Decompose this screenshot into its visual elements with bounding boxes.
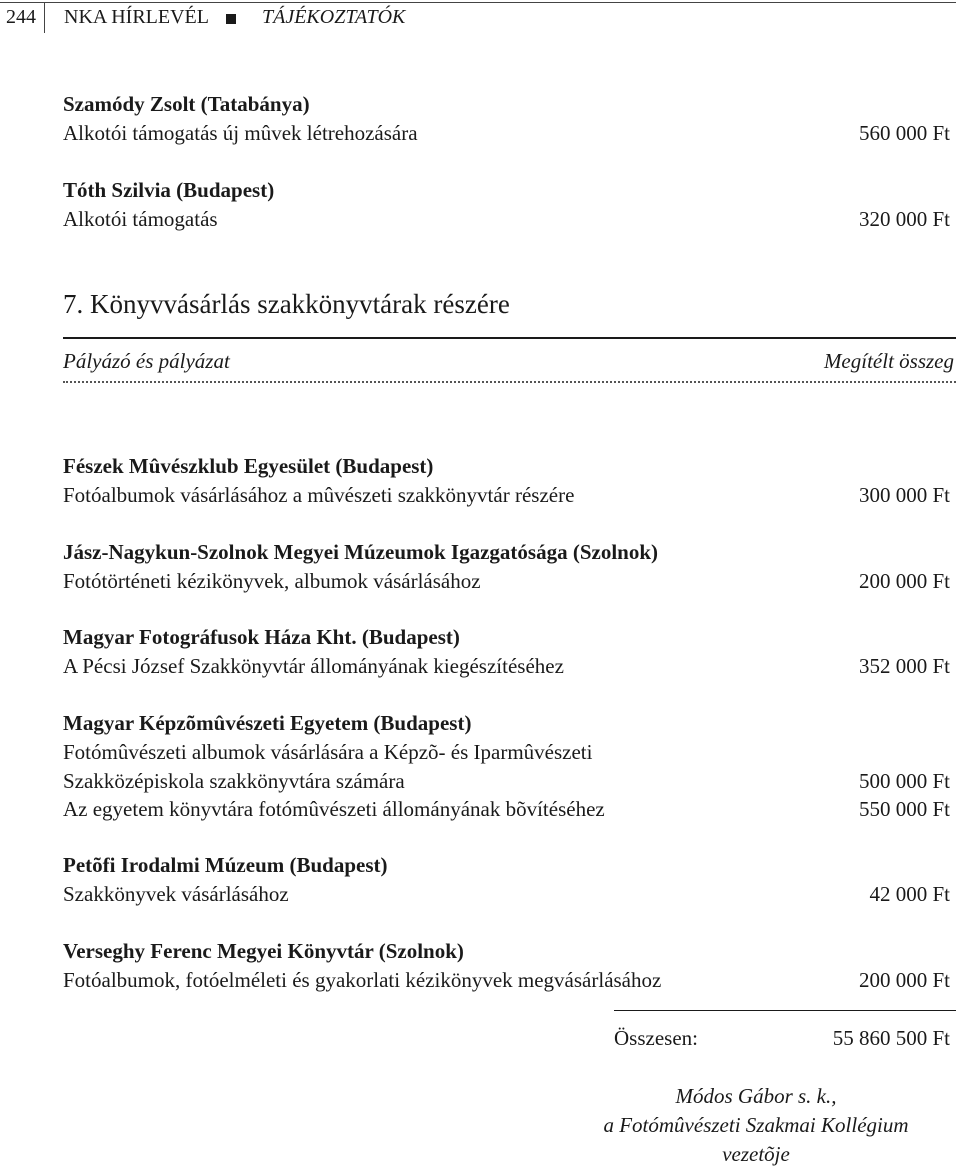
entry-purpose: Fotótörténeti kézikönyvek, albumok vásárlásához xyxy=(63,569,481,593)
section-name: TÁJÉKOZTATÓK xyxy=(262,6,406,28)
separator-square-icon xyxy=(226,14,236,24)
entry-amount: 550 000 Ft xyxy=(858,797,950,821)
entry-applicant: Magyar Fotográfusok Háza Kht. (Budapest) xyxy=(63,625,460,649)
entry-amount: 352 000 Ft xyxy=(858,654,950,678)
total-label: Összesen: xyxy=(614,1026,698,1050)
entry-applicant: Tóth Szilvia (Budapest) xyxy=(63,178,275,202)
entry-purpose: Fotóalbumok, fotóelméleti és gyakorlati kézikönyvek megvásárlásához xyxy=(63,968,662,992)
entry-amount: 560 000 Ft xyxy=(858,121,950,145)
entry-applicant: Magyar Képzõmûvészeti Egyetem (Budapest) xyxy=(63,711,472,735)
header-rule xyxy=(0,2,956,3)
entry-purpose: Szakkönyvek vásárlásához xyxy=(63,882,289,906)
total-amount: 55 860 500 Ft xyxy=(832,1026,950,1050)
section-title: 7. Könyvvásárlás szakkönyvtárak részére xyxy=(63,289,510,319)
column-header-amount: Megítélt összeg xyxy=(823,349,954,373)
entry-purpose: Alkotói támogatás xyxy=(63,207,218,231)
page-number: 244 xyxy=(6,6,36,28)
entry-purpose: Alkotói támogatás új mûvek létrehozására xyxy=(63,121,418,145)
signature-role: a Fotómûvészeti Szakmai Kollégium xyxy=(603,1113,909,1137)
entry-applicant: Verseghy Ferenc Megyei Könyvtár (Szolnok) xyxy=(63,939,464,963)
entry-purpose: A Pécsi József Szakkönyvtár állományának kiegészítéséhez xyxy=(63,654,564,678)
entry-applicant: Petõfi Irodalmi Múzeum (Budapest) xyxy=(63,853,388,877)
entry-amount: 42 000 Ft xyxy=(869,882,950,906)
signature-title: vezetõje xyxy=(722,1142,790,1166)
entry-purpose: Fotóalbumok vásárlásához a mûvészeti szakkönyvtár részére xyxy=(63,483,575,507)
entry-purpose: Az egyetem könyvtára fotómûvészeti állományának bõvítéséhez xyxy=(63,797,605,821)
table-top-rule xyxy=(63,337,956,339)
table-header-rule xyxy=(63,381,956,383)
entry-amount: 300 000 Ft xyxy=(858,483,950,507)
publication-title: NKA HÍRLEVÉL xyxy=(64,6,209,28)
total-rule xyxy=(614,1010,956,1011)
entry-amount: 200 000 Ft xyxy=(858,569,950,593)
entry-amount: 320 000 Ft xyxy=(858,207,950,231)
entry-applicant: Jász-Nagykun-Szolnok Megyei Múzeumok Igazgatósága (Szolnok) xyxy=(63,540,659,564)
signature-name: Módos Gábor s. k., xyxy=(675,1084,837,1108)
entry-amount: 500 000 Ft xyxy=(858,769,950,793)
entry-applicant: Fészek Mûvészklub Egyesület (Budapest) xyxy=(63,454,434,478)
entry-purpose: Fotómûvészeti albumok vásárlására a Képzõ- és Iparmûvészeti xyxy=(63,740,593,764)
column-header-applicant: Pályázó és pályázat xyxy=(63,349,230,373)
entry-purpose: Szakközépiskola szakkönyvtára számára xyxy=(63,769,405,793)
entry-applicant: Szamódy Zsolt (Tatabánya) xyxy=(63,92,310,116)
entry-amount: 200 000 Ft xyxy=(858,968,950,992)
